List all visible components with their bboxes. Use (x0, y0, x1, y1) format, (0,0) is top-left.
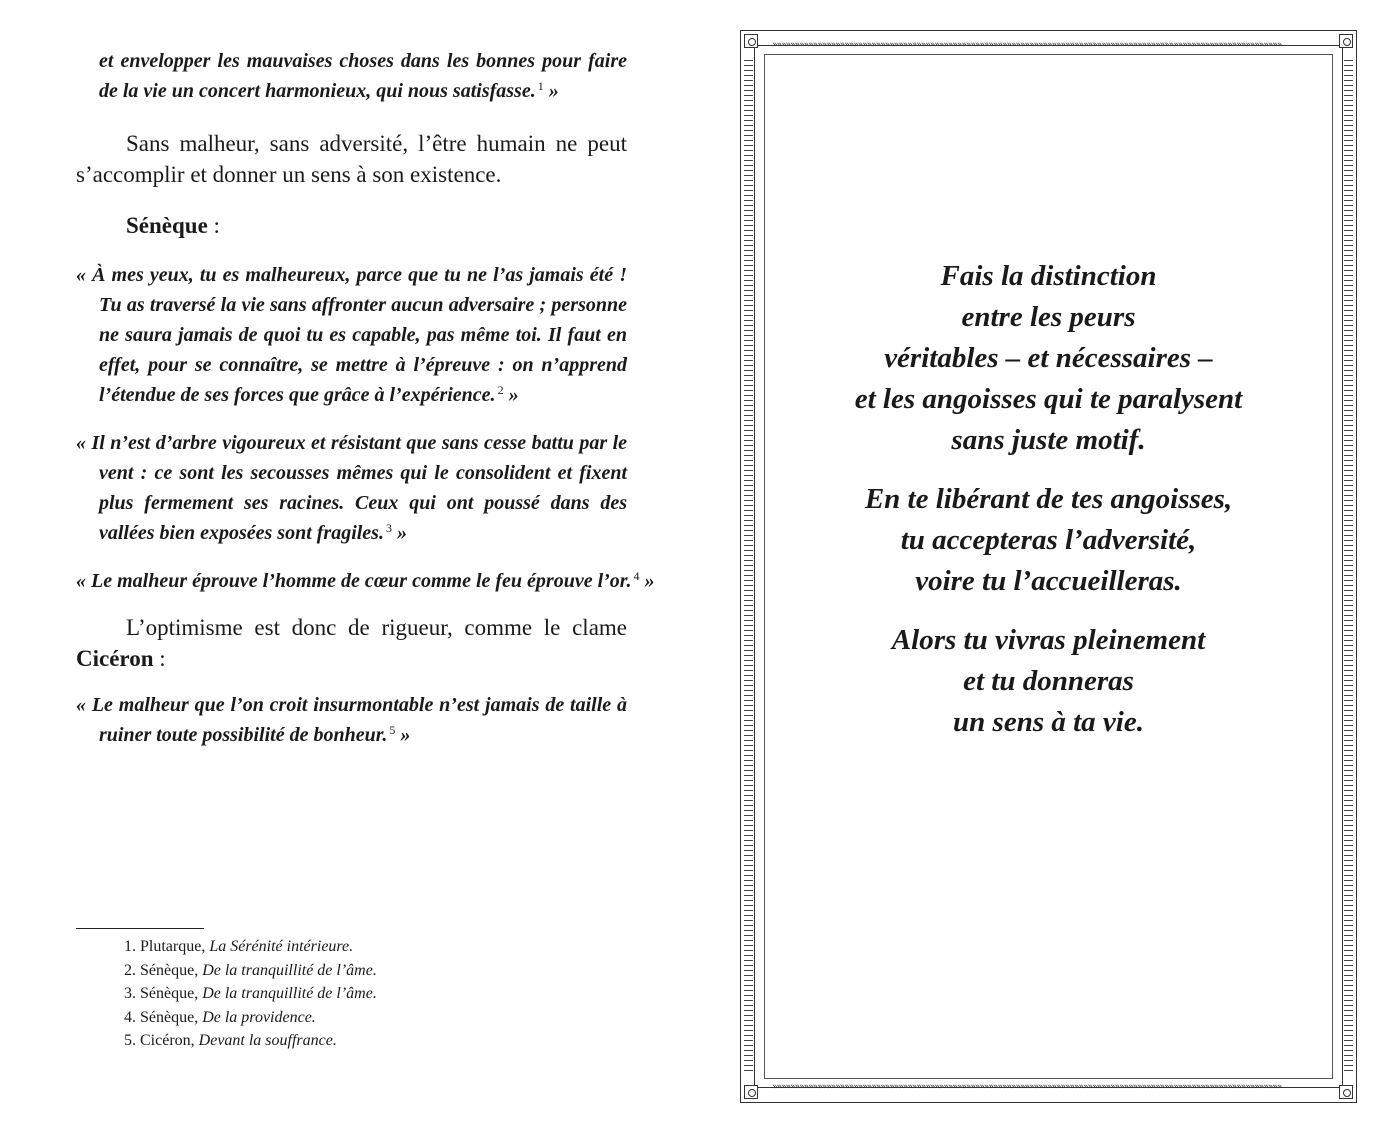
ciceron-name: Cicéron (76, 646, 154, 671)
frame-top-chevron-band: »»»»»»»»»»»»»»»»»»»»»»»»»»»»»»»»»»»»»»»»»»»»»»»»»»»»»»»»»»»»»»»»»»»»»»»»»»»»»»»»»»»»»»»»»»»»»»»»»»»»»»»»»»»»»»»»» (772, 40, 1282, 50)
frame-corner-ornament-top-left (744, 34, 758, 48)
frame-right-chevron-band (1344, 60, 1353, 1073)
seneque-quote-3: « Le malheur éprouve l’homme de cœur comme le feu éprouve l’or. $^4$ » (76, 569, 655, 592)
stanza-3-line-1: Alors tu vivras pleinement (891, 624, 1206, 656)
stanza-2-line-2: tu accepteras l’adversité, (900, 524, 1197, 556)
left-page (76, 46, 655, 765)
footnotes-list (124, 935, 574, 1053)
paragraph-optimism: L’optimisme est donc de rigueur, comme le clame Cicéron : (76, 615, 627, 671)
framed-reflection (790, 256, 1307, 761)
stanza-1-line-5: sans juste motif. (951, 424, 1146, 456)
stanza-1-line-4: et les angoisses qui te paralysent (854, 383, 1243, 415)
stanza-2-line-3: voire tu l’accueilleras. (915, 565, 1182, 597)
stanza-3 (790, 620, 1307, 743)
stanza-3-line-3: un sens à ta vie. (953, 706, 1144, 738)
footnote-5: 5. Cicéron, Devant la souffrance. (124, 1032, 337, 1049)
seneque-quote-1: « À mes yeux, tu es malheureux, parce que tu ne l’as jamais été ! Tu as traversé la vie sans affronter aucun adversaire ; personne ne saura jamais de quoi tu es capable, pas même toi. Il faut en effet, pour se connaître, se mettre à l’épreuve : on n’apprend l’étendue de ses forces que grâce à l’expérience. $^2$ » (76, 264, 627, 406)
ciceron-quote: « Le malheur que l’on croit insurmontable n’est jamais de taille à ruiner toute possibilité de bonheur. $^5$ » (76, 694, 627, 746)
footnote-ref-5: 5 (389, 723, 396, 737)
seneque-name: Sénèque (126, 213, 208, 238)
stanza-3-line-2: et tu donneras (963, 665, 1134, 697)
stanza-2-line-1: En te libérant de tes angoisses, (864, 483, 1233, 515)
seneque-quote-2: « Il n’est d’arbre vigoureux et résistant que sans cesse battu par le vent : ce sont les secousses mêmes qui le consolident et fixent plus fermement ses racines. Ceux qui ont poussé dans des vallées bien exposées sont fragiles. $^3$ » (76, 432, 627, 544)
footnote-1: 1. Plutarque, La Sérénité intérieure. (124, 938, 354, 955)
footnote-2: 2. Sénèque, De la tranquillité de l’âme. (124, 961, 377, 979)
footnote-ref-4: 4 (633, 569, 640, 583)
footnote-ref-1: 1 (537, 79, 544, 93)
footnote-ref-3: 3 (385, 521, 392, 535)
footnote-3: 3. Sénèque, De la tranquillité de l’âme. (124, 985, 377, 1002)
footnote-divider (76, 928, 204, 929)
paragraph-adversity: Sans malheur, sans adversité, l’être humain ne peut s’accomplir et donner un sens à son existence. (76, 131, 627, 187)
stanza-1-line-3: véritables – et nécessaires – (884, 342, 1213, 374)
frame-left-chevron-band (744, 60, 753, 1073)
quote-continuation: et envelopper les mauvaises choses dans les bonnes pour faire de la vie un concert harmonieux, qui nous satisfasse. $^1$ » (99, 50, 627, 102)
frame-corner-ornament-bottom-left (744, 1085, 758, 1099)
frame-corner-ornament-bottom-right (1339, 1085, 1353, 1099)
stanza-2 (790, 479, 1307, 602)
seneque-intro: Sénèque : (126, 213, 220, 238)
stanza-1-line-1: Fais la distinction (940, 260, 1157, 292)
frame-corner-ornament-top-right (1339, 34, 1353, 48)
stanza-1-line-2: entre les peurs (961, 301, 1136, 333)
stanza-1 (790, 256, 1307, 461)
footnote-ref-2: 2 (497, 383, 504, 397)
frame-bottom-chevron-band: »»»»»»»»»»»»»»»»»»»»»»»»»»»»»»»»»»»»»»»»»»»»»»»»»»»»»»»»»»»»»»»»»»»»»»»»»»»»»»»»»»»»»»»»»»»»»»»»»»»»»»»»»»»»»»»»» (772, 1082, 1282, 1092)
footnote-4: 4. Sénèque, De la providence. (124, 1008, 316, 1026)
